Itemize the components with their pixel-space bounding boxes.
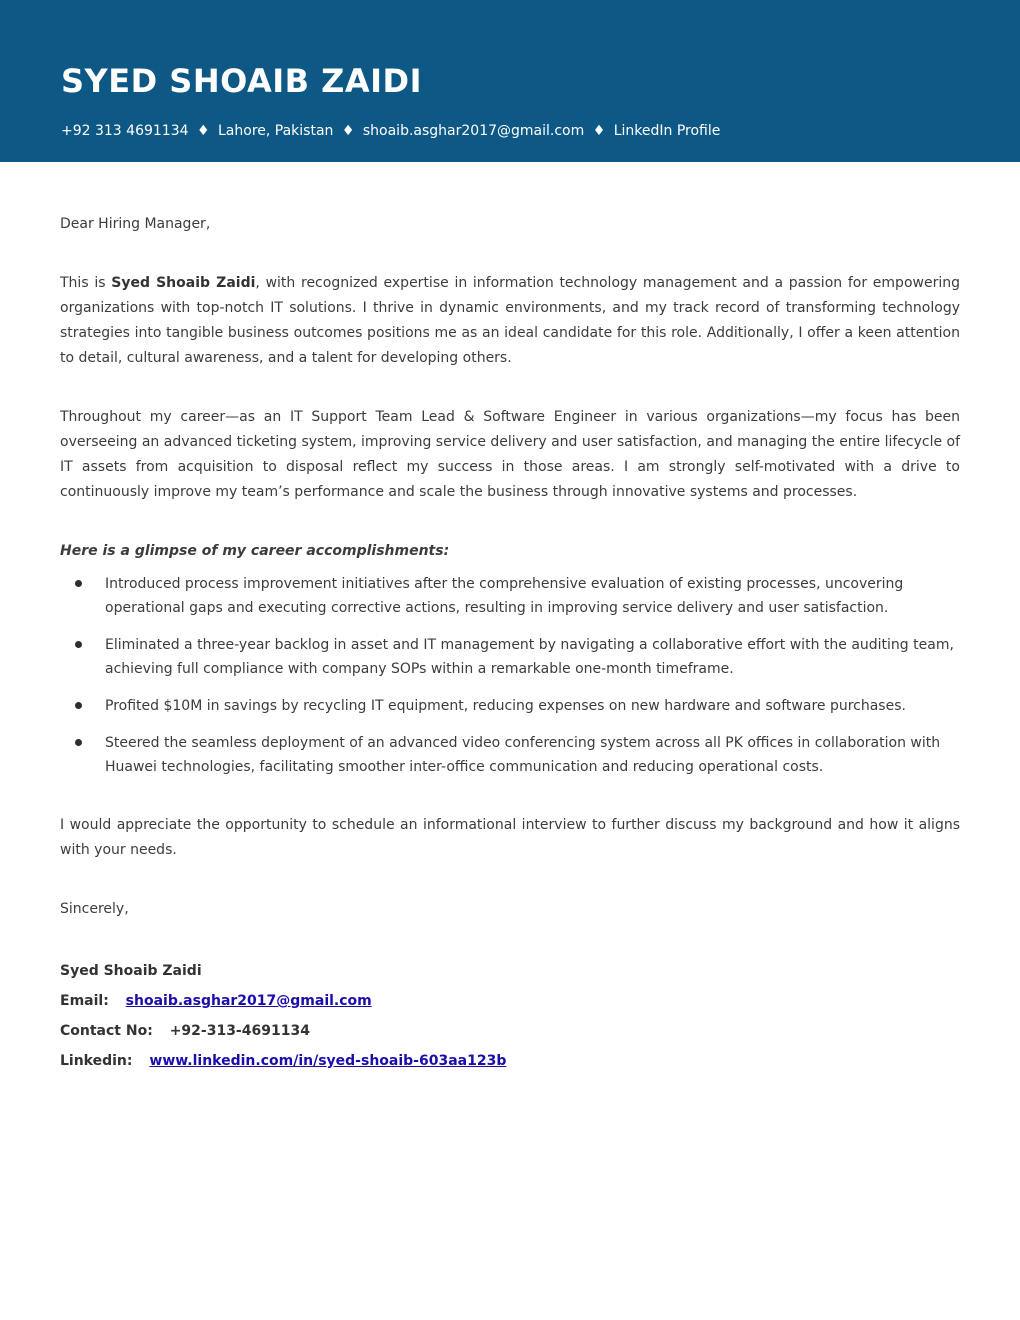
contact-label: Contact No: xyxy=(60,1023,153,1039)
accomplishment-text: Introduced process improvement initiatives after the comprehensive evaluation of existing processes, uncovering operational gaps and executing corrective actions, resulting in improving service delivery and user satisfaction. xyxy=(105,576,904,616)
intro-rest: , with recognized expertise in information technology management and a passion for empowering organizations with top-notch IT solutions. I thrive in dynamic environments, and my track record of transforming technology strategies into tangible business outcomes positions me as an ideal candidate for this role. Additionally, I offer a keen attention to detail, cultural awareness, and a talent for developing others. xyxy=(60,275,960,366)
diamond-separator-icon: ♦ xyxy=(592,123,606,139)
bullet-icon xyxy=(75,641,82,648)
signature-linkedin-row xyxy=(60,1046,960,1076)
contact-number: +92-313-4691134 xyxy=(169,1023,310,1039)
signature-email-row xyxy=(60,986,960,1016)
linkedin-link[interactable]: www.linkedin.com/in/syed-shoaib-603aa123b xyxy=(149,1053,507,1069)
accomplishment-text: Steered the seamless deployment of an advanced video conferencing system across all PK offices in collaboration with Huawei technologies, facilitating smoother inter-office communication and reducing operational costs. xyxy=(105,735,941,775)
salutation: Dear Hiring Manager, xyxy=(60,216,211,232)
list-item xyxy=(60,694,960,718)
accomplishment-text: Eliminated a three-year backlog in asset and IT management by navigating a collaborative effort with the auditing team, achieving full compliance with company SOPs within a remarkable one-month timeframe. xyxy=(105,637,954,677)
closing-paragraph: I would appreciate the opportunity to schedule an informational interview to further discuss my background and how it aligns with your needs. xyxy=(60,817,960,858)
header-email[interactable]: shoaib.asghar2017@gmail.com xyxy=(362,123,585,139)
phone-number: +92 313 4691134 xyxy=(61,123,189,139)
list-item xyxy=(60,633,960,681)
accomplishments-list xyxy=(60,572,960,779)
intro-paragraph xyxy=(60,271,960,371)
accomplishment-text: Profited $10M in savings by recycling IT equipment, reducing expenses on new hardware and software purchases. xyxy=(105,698,906,714)
bullet-icon xyxy=(75,580,82,587)
linkedin-profile-link[interactable]: LinkedIn Profile xyxy=(613,123,721,139)
signature-name: Syed Shoaib Zaidi xyxy=(60,963,202,979)
list-item xyxy=(60,572,960,620)
sign-off: Sincerely, xyxy=(60,901,129,917)
intro-name: Syed Shoaib Zaidi xyxy=(111,275,256,291)
diamond-separator-icon: ♦ xyxy=(196,123,210,139)
contact-line xyxy=(61,123,720,139)
intro-prefix: This is xyxy=(60,275,112,291)
location: Lahore, Pakistan xyxy=(218,123,334,139)
diamond-separator-icon: ♦ xyxy=(341,123,355,139)
list-item xyxy=(60,731,960,779)
email-label: Email: xyxy=(60,993,109,1009)
bullet-icon xyxy=(75,702,82,709)
career-paragraph: Throughout my career—as an IT Support Team Lead & Software Engineer in various organizations—my focus has been overseeing an advanced ticketing system, improving service delivery and user satisfaction, and managing the entire lifecycle of IT assets from acquisition to disposal reflect my success in those areas. I am strongly self-motivated with a drive to continuously improve my team’s performance and scale the business through innovative systems and processes. xyxy=(60,409,961,500)
letter-body xyxy=(60,212,960,1076)
linkedin-label: Linkedin: xyxy=(60,1053,133,1069)
email-link[interactable]: shoaib.asghar2017@gmail.com xyxy=(125,993,372,1009)
bullet-icon xyxy=(75,739,82,746)
accomplishments-heading: Here is a glimpse of my career accomplishments: xyxy=(60,543,450,559)
letterhead-banner xyxy=(0,0,1020,162)
applicant-name: SYED SHOAIB ZAIDI xyxy=(61,62,422,100)
signature-contact-row xyxy=(60,1016,960,1046)
